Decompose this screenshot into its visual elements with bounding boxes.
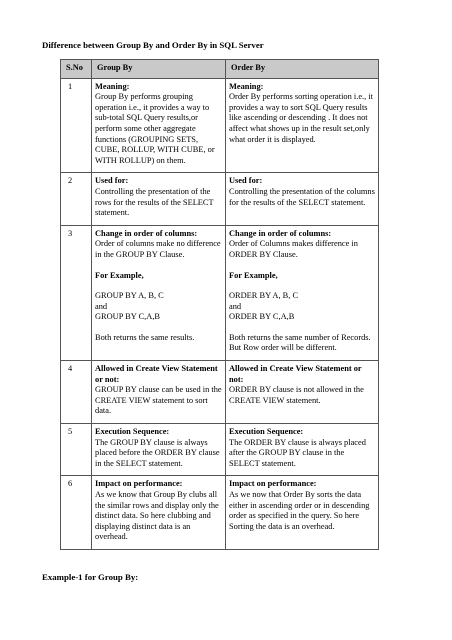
cell-text: ORDER BY clause is not allowed in the CREATE VIEW statement.: [229, 385, 364, 405]
table-row: [61, 424, 379, 476]
cell-heading: For Example,: [95, 270, 144, 280]
comparison-table: [60, 59, 379, 550]
cell-heading: Used for:: [229, 176, 263, 186]
spacer: [229, 261, 375, 271]
cell-heading: Impact on performance:: [95, 479, 183, 489]
cell-heading: Execution Sequence:: [229, 427, 304, 437]
cell-text: As we know that Group By clubs all the similar rows and display only the distinct data. So here clubbing and displaying distinct data is an overhead.: [95, 490, 219, 542]
cell-text: As we now that Order By sorts the data either in ascending order or in descending order as specified in the query. So here Sorting the data is an overhead.: [229, 490, 370, 531]
table-header-row: [61, 60, 379, 79]
cell-heading: Meaning:: [229, 81, 264, 91]
cell-text: Both returns the same number of Records. But Row order will be different.: [229, 332, 371, 353]
cell-text: Order of Columns makes difference in ORDER BY Clause.: [229, 239, 358, 259]
cell-heading: Impact on performance:: [229, 479, 317, 489]
example-heading: Example-1 for Group By:: [42, 572, 139, 582]
cell-text: and: [95, 301, 108, 311]
order-by-cell: [226, 361, 379, 424]
group-by-cell: [92, 476, 226, 550]
spacer: [229, 323, 375, 333]
cell-heading: For Example,: [229, 270, 278, 280]
cell-text: Order By performs sorting operation i.e., it provides a way to sort SQL Query results like ascending or descending . It does not affect what shows up in the result set,only what order it is displayed.: [229, 92, 373, 144]
cell-heading: Allowed in Create View Statement or not:: [95, 364, 218, 384]
spacer: [229, 281, 375, 291]
row-number: 1: [61, 78, 92, 173]
cell-heading: Change in order of columns:: [95, 228, 198, 238]
header-sno: S.No: [61, 60, 92, 79]
spacer: [95, 281, 222, 291]
header-group-by: Group By: [92, 60, 226, 79]
cell-text: Both returns the same results.: [95, 332, 195, 342]
table-row: [61, 173, 379, 225]
order-by-cell: [226, 424, 379, 476]
cell-text: ORDER BY C,A,B: [229, 312, 295, 322]
cell-text: GROUP BY A, B, C: [95, 291, 164, 301]
cell-text: The GROUP BY clause is always placed before the ORDER BY clause in the SELECT statement.: [95, 437, 220, 468]
cell-heading: Allowed in Create View Statement or not:: [229, 364, 362, 384]
order-by-cell: [226, 78, 379, 173]
table-row: [61, 476, 379, 550]
group-by-cell: [92, 225, 226, 360]
spacer: [95, 323, 222, 333]
cell-text: ORDER BY A, B, C: [229, 291, 299, 301]
row-number: 4: [61, 361, 92, 424]
cell-text: GROUP BY clause can be used in the CREATE VIEW statement to sort data.: [95, 385, 222, 416]
cell-text: Controlling the presentation of the columns for the results of the SELECT statement.: [229, 186, 375, 207]
spacer: [95, 261, 222, 271]
order-by-cell: [226, 225, 379, 360]
row-number: 6: [61, 476, 92, 550]
cell-heading: Execution Sequence:: [95, 427, 170, 437]
group-by-cell: [92, 78, 226, 173]
cell-text: Controlling the presentation of the rows for the results of the SELECT statement.: [95, 186, 214, 218]
cell-text: and: [229, 301, 242, 311]
table-row: [61, 225, 379, 360]
row-number: 5: [61, 424, 92, 476]
cell-heading: Meaning:: [95, 81, 130, 91]
order-by-cell: [226, 476, 379, 550]
cell-heading: Change in order of columns:: [229, 228, 332, 238]
cell-text: GROUP BY C,A,B: [95, 312, 160, 322]
row-number: 2: [61, 173, 92, 225]
group-by-cell: [92, 361, 226, 424]
cell-text: The ORDER BY clause is always placed after the GROUP BY clause in the SELECT statement.: [229, 437, 366, 468]
document-title: Difference between Group By and Order By in SQL Server: [42, 40, 264, 50]
group-by-cell: [92, 424, 226, 476]
order-by-cell: [226, 173, 379, 225]
header-order-by: Order By: [226, 60, 379, 79]
cell-text: Order of columns make no difference in the GROUP BY Clause.: [95, 239, 221, 259]
table-row: [61, 361, 379, 424]
table-row: [61, 78, 379, 173]
cell-text: Group By performs grouping operation i.e., it provides a way to sub-total SQL Query results,or perform some other aggregate functions (GROUPING SETS, CUBE, ROLLUP, WITH CUBE, or WITH ROLLUP) on them.: [95, 92, 215, 165]
row-number: 3: [61, 225, 92, 360]
cell-heading: Used for:: [95, 176, 129, 186]
group-by-cell: [92, 173, 226, 225]
